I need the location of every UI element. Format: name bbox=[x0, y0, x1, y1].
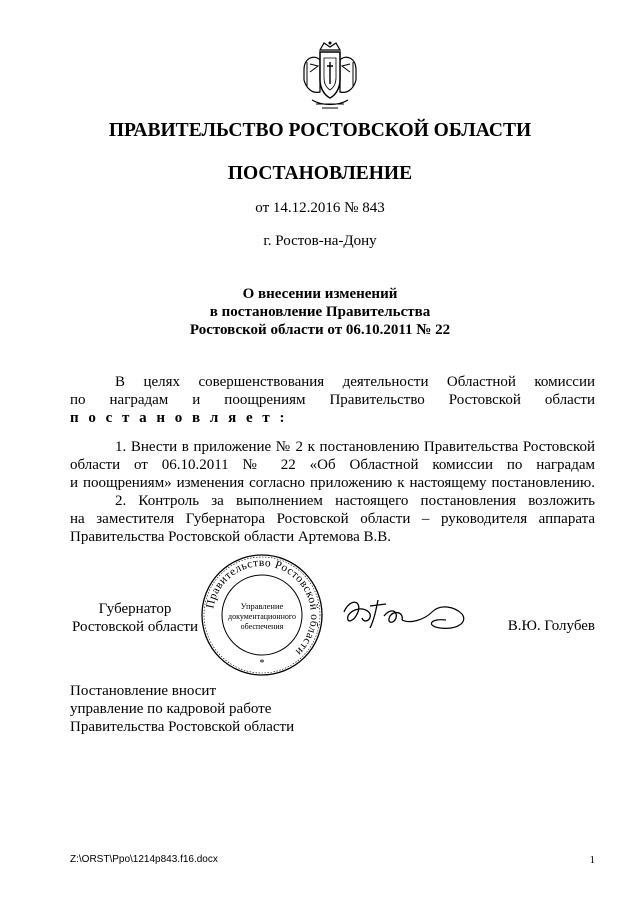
issuer-line: Правительства Ростовской области bbox=[70, 719, 295, 735]
document-city: г. Ростов-на-Дону bbox=[263, 233, 377, 249]
preamble-line: В целях совершенствования деятельности Областной комиссии bbox=[115, 374, 595, 390]
item-line: 1. Внести в приложение № 2 к постановлению Правительства Ростовской bbox=[115, 439, 595, 455]
official-stamp bbox=[200, 553, 324, 677]
issuer-line: Постановление вносит bbox=[70, 683, 217, 699]
document-type: ПОСТАНОВЛЕНИЕ bbox=[227, 163, 413, 184]
decides-word: п о с т а н о в л я е т : bbox=[70, 410, 288, 426]
stamp-inner-line: Управление bbox=[240, 601, 284, 611]
footer-file-path: Z:\ORST\Ppo\1214p843.f16.docx bbox=[70, 854, 218, 865]
subject-line: в постановление Правительства bbox=[209, 304, 431, 320]
coat-of-arms-emblem bbox=[298, 40, 362, 112]
handwritten-signature bbox=[340, 590, 475, 640]
item-2-paragraph bbox=[70, 492, 595, 546]
signatory-title bbox=[70, 600, 200, 636]
subject-line: О внесении изменений bbox=[242, 286, 398, 302]
document-subject bbox=[0, 285, 640, 339]
preamble-line: по наградам и поощрениям Правительство Ростовской области bbox=[70, 392, 595, 408]
issuer-line: управление по кадровой работе bbox=[70, 701, 272, 717]
document-date-number: от 14.12.2016 № 843 bbox=[255, 200, 385, 216]
stamp-inner-line: обеспечения bbox=[240, 622, 284, 631]
footer-page-number: 1 bbox=[589, 854, 595, 866]
item-1-paragraph bbox=[70, 438, 595, 492]
item-line: на заместителя Губернатора Ростовской области – руководителя аппарата bbox=[70, 511, 595, 527]
item-line: и поощрениям» изменения согласно приложению к настоящему постановлению. bbox=[70, 475, 595, 491]
stamp-ring-text: Правительство Ростовской области bbox=[204, 556, 321, 658]
preamble-paragraph bbox=[70, 373, 595, 427]
item-line: области от 06.10.2011 № 22 «Об Областной комиссии по наградам bbox=[70, 457, 595, 473]
signatory-title-line: Ростовской области bbox=[72, 619, 198, 635]
signatory-title-line: Губернатор bbox=[98, 601, 172, 617]
item-line: Правительства Ростовской области Артемова В.В. bbox=[70, 529, 391, 545]
stamp-star: * bbox=[259, 658, 265, 669]
organization-title: ПРАВИТЕЛЬСТВО РОСТОВСКОЙ ОБЛАСТИ bbox=[108, 120, 532, 141]
signatory-name: В.Ю. Голубев bbox=[507, 618, 595, 634]
item-line: 2. Контроль за выполнением настоящего постановления возложить bbox=[115, 493, 595, 509]
subject-line: Ростовской области от 06.10.2011 № 22 bbox=[189, 322, 451, 338]
document-issuer bbox=[70, 682, 294, 736]
stamp-inner-line: документационного bbox=[228, 612, 296, 621]
